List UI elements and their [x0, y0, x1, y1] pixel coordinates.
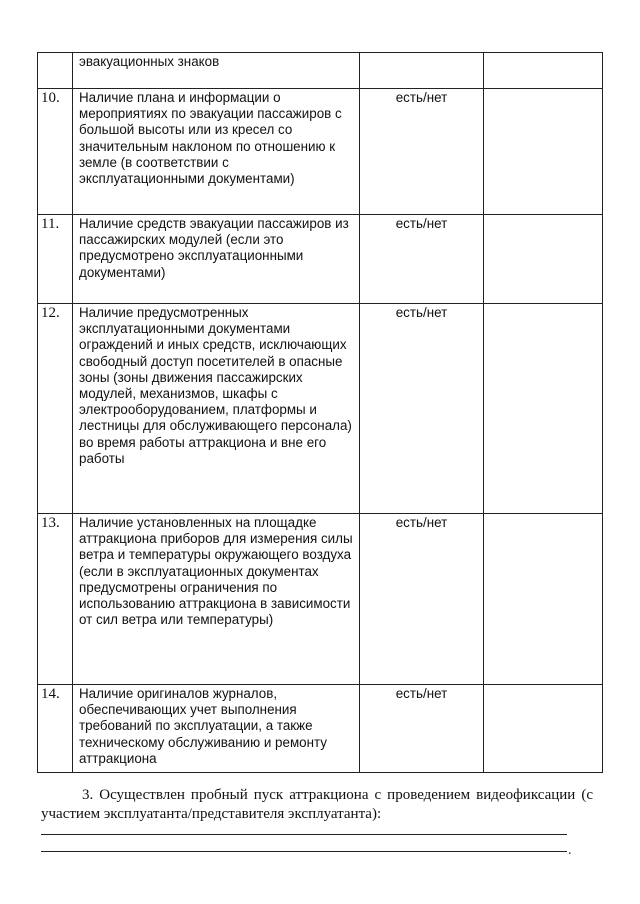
row-description-cell: [73, 304, 360, 514]
row-description: Наличие плана и информации о мероприятиях по эвакуации пассажиров с большой высоты или из кресел со значительным наклоном по отношению к земле (в соответствии с эксплуатационными документами): [79, 90, 342, 187]
row-status-cell: [360, 89, 484, 215]
table-row: [38, 514, 603, 685]
row-status-cell: [360, 304, 484, 514]
row-number: 14.: [41, 686, 60, 702]
row-number: 12.: [41, 305, 60, 321]
row-number-cell: [38, 89, 73, 215]
row-notes-cell: [484, 215, 603, 304]
row-description-cell: [73, 53, 360, 89]
row-description: эвакуационных знаков: [79, 54, 220, 69]
row-notes-cell: [484, 53, 603, 89]
row-description-cell: [73, 89, 360, 215]
row-description: Наличие оригиналов журналов, обеспечивающих учет выполнения требований по эксплуатации, а также техническому обслуживанию и ремонту аттракциона: [79, 686, 327, 766]
checklist-table: [37, 52, 603, 773]
table-row: [38, 685, 603, 773]
row-status: есть/нет: [395, 305, 448, 320]
row-status: есть/нет: [395, 216, 448, 231]
table-row: [38, 53, 603, 89]
table-row: [38, 215, 603, 304]
row-status: есть/нет: [395, 90, 448, 105]
row-status: [360, 53, 483, 54]
row-notes-cell: [484, 89, 603, 215]
row-status-cell: [360, 514, 484, 685]
row-description: Наличие установленных на площадке аттракциона приборов для измерения силы ветра и температуры окружающего воздуха (если в эксплуатационных документах предусмотрены ограничения по использованию аттракциона в зависимости от сил ветра или температуры): [79, 515, 353, 628]
row-status-cell: [360, 53, 484, 89]
row-status: есть/нет: [395, 686, 448, 701]
trailing-period: .: [568, 843, 572, 858]
trial-run-paragraph: [41, 786, 593, 824]
table-row: [38, 304, 603, 514]
row-description-cell: [73, 685, 360, 773]
trial-run-text: 3. Осуществлен пробный пуск аттракциона с проведением видеофиксации (с участием эксплуатанта/представителя эксплуатанта):: [41, 787, 593, 822]
row-notes-cell: [484, 685, 603, 773]
row-status-cell: [360, 685, 484, 773]
row-status-cell: [360, 215, 484, 304]
row-number-cell: [38, 53, 73, 89]
row-description-cell: [73, 215, 360, 304]
row-number-cell: [38, 514, 73, 685]
table-row: [38, 89, 603, 215]
row-notes-cell: [484, 304, 603, 514]
row-status: есть/нет: [395, 515, 448, 530]
row-number: 13.: [41, 515, 60, 531]
row-description: Наличие предусмотренных эксплуатационными документами ограждений и иных средств, исключающих свободный доступ посетителей в опасные зоны (зоны движения пассажирских модулей, механизмов, шкафы с электрооборудованием, платформы и лестницы для обслуживающего персонала) во время работы аттракциона и вне его работы: [79, 305, 352, 466]
row-number-cell: [38, 304, 73, 514]
row-number: 11.: [41, 216, 60, 232]
fill-in-line[interactable]: [41, 851, 567, 852]
row-description: Наличие средств эвакуации пассажиров из пассажирских модулей (если это предусмотрено эксплуатационными документами): [79, 216, 349, 280]
row-number: 10.: [41, 90, 60, 106]
row-number-cell: [38, 685, 73, 773]
row-notes-cell: [484, 514, 603, 685]
fill-in-line[interactable]: [41, 834, 567, 835]
row-description-cell: [73, 514, 360, 685]
row-number-cell: [38, 215, 73, 304]
row-number: [41, 53, 72, 54]
